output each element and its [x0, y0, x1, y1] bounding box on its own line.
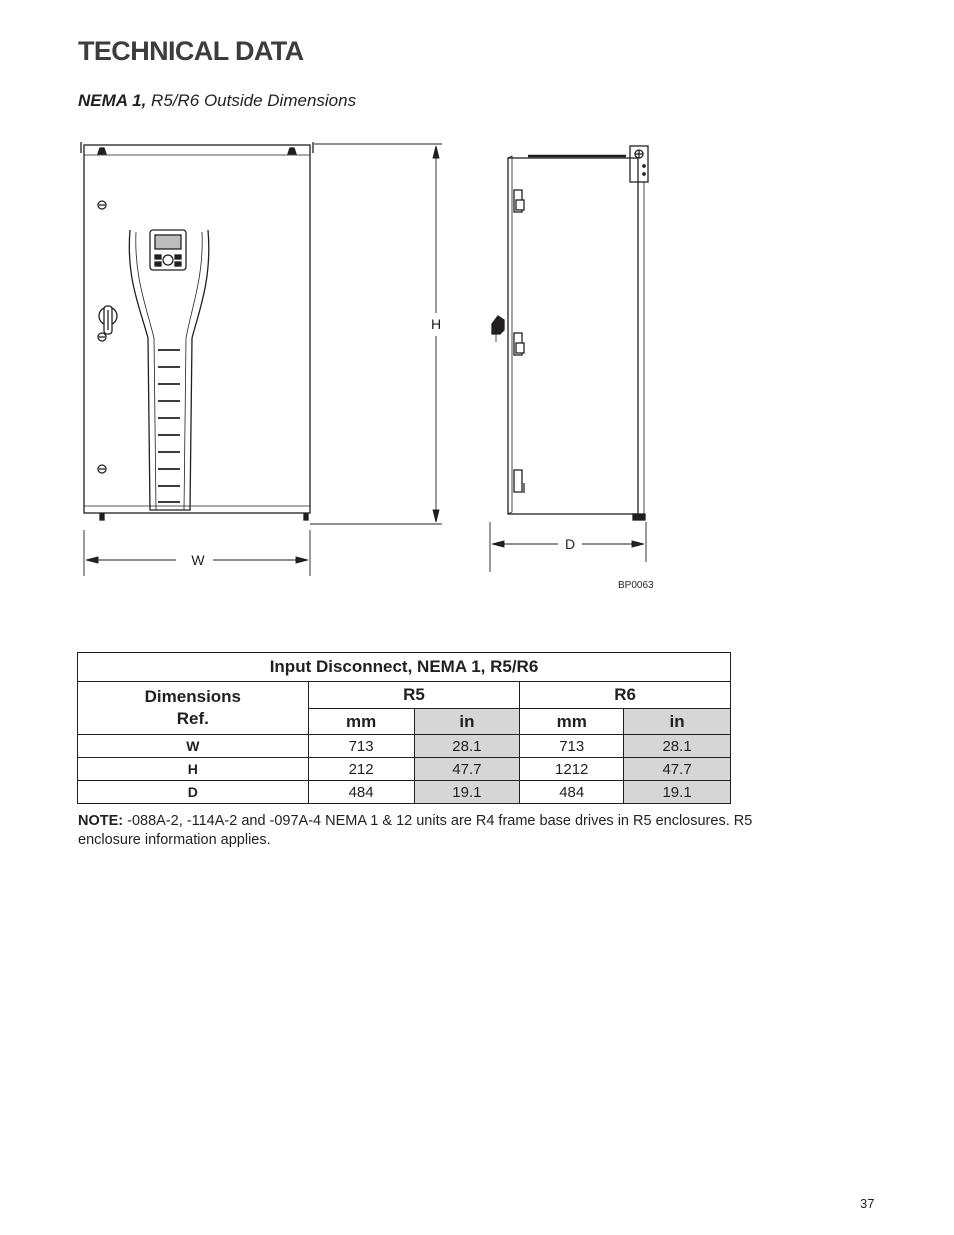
dimensions-ref-header: Dimensions Ref. — [78, 682, 309, 735]
cell-r6-mm: 484 — [520, 781, 624, 804]
vent-slots — [158, 350, 180, 502]
page-title: TECHNICAL DATA — [78, 36, 304, 66]
lifting-lug-left-icon — [98, 148, 106, 154]
side-enclosure-body — [508, 158, 638, 514]
dimension-label-h: H — [430, 316, 442, 332]
disconnect-handle-icon — [99, 306, 117, 334]
side-handle-icon — [492, 316, 504, 334]
table-caption: Input Disconnect, NEMA 1, R5/R6 — [78, 653, 731, 682]
group-header-r6: R6 — [520, 682, 731, 709]
front-enclosure-body — [84, 145, 310, 513]
table-row — [78, 735, 731, 758]
dimension-drawing — [78, 138, 678, 598]
screw-icon — [98, 465, 106, 473]
cell-r6-in: 19.1 — [624, 781, 731, 804]
unit-header-r5-mm: mm — [308, 709, 414, 735]
cell-r6-in: 47.7 — [624, 758, 731, 781]
dimension-h — [310, 144, 442, 524]
row-ref: D — [78, 781, 309, 804]
screw-icon — [98, 201, 106, 209]
dimension-label-d: D — [564, 536, 576, 552]
unit-header-r6-mm: mm — [520, 709, 624, 735]
lifting-lug-right-icon — [288, 148, 296, 154]
front-bezel — [129, 230, 208, 510]
cell-r5-mm: 484 — [308, 781, 414, 804]
row-ref: W — [78, 735, 309, 758]
hinge-icon — [514, 470, 522, 492]
cell-r6-mm: 1212 — [520, 758, 624, 781]
cell-r5-in: 47.7 — [414, 758, 520, 781]
unit-header-r6-in: in — [624, 709, 731, 735]
front-view — [81, 142, 313, 520]
cell-r5-mm: 212 — [308, 758, 414, 781]
group-header-r5: R5 — [308, 682, 520, 709]
unit-header-r5-in: in — [414, 709, 520, 735]
subtitle-bold: NEMA 1, — [78, 91, 147, 110]
screw-icon — [98, 333, 106, 341]
subtitle-text: R5/R6 Outside Dimensions — [146, 91, 357, 110]
cell-r5-in: 28.1 — [414, 735, 520, 758]
dimensions-table — [77, 652, 731, 804]
table-note — [78, 812, 818, 850]
cell-r5-mm: 713 — [308, 735, 414, 758]
note-text: -088A-2, -114A-2 and -097A-4 NEMA 1 & 12 units are R4 frame base drives in R5 enclosures. R5 enclosure information applies. — [78, 813, 753, 848]
cell-r6-in: 28.1 — [624, 735, 731, 758]
table-row — [78, 758, 731, 781]
table-row — [78, 781, 731, 804]
page-number: 37 — [860, 1196, 875, 1211]
dimension-label-w: W — [191, 552, 205, 568]
note-label: NOTE: — [78, 813, 124, 829]
drawing-code: BP0063 — [618, 580, 654, 591]
cell-r5-in: 19.1 — [414, 781, 520, 804]
cell-r6-mm: 713 — [520, 735, 624, 758]
side-view — [492, 146, 648, 520]
keypad-icon — [150, 230, 186, 270]
row-ref: H — [78, 758, 309, 781]
section-subtitle — [78, 91, 356, 111]
